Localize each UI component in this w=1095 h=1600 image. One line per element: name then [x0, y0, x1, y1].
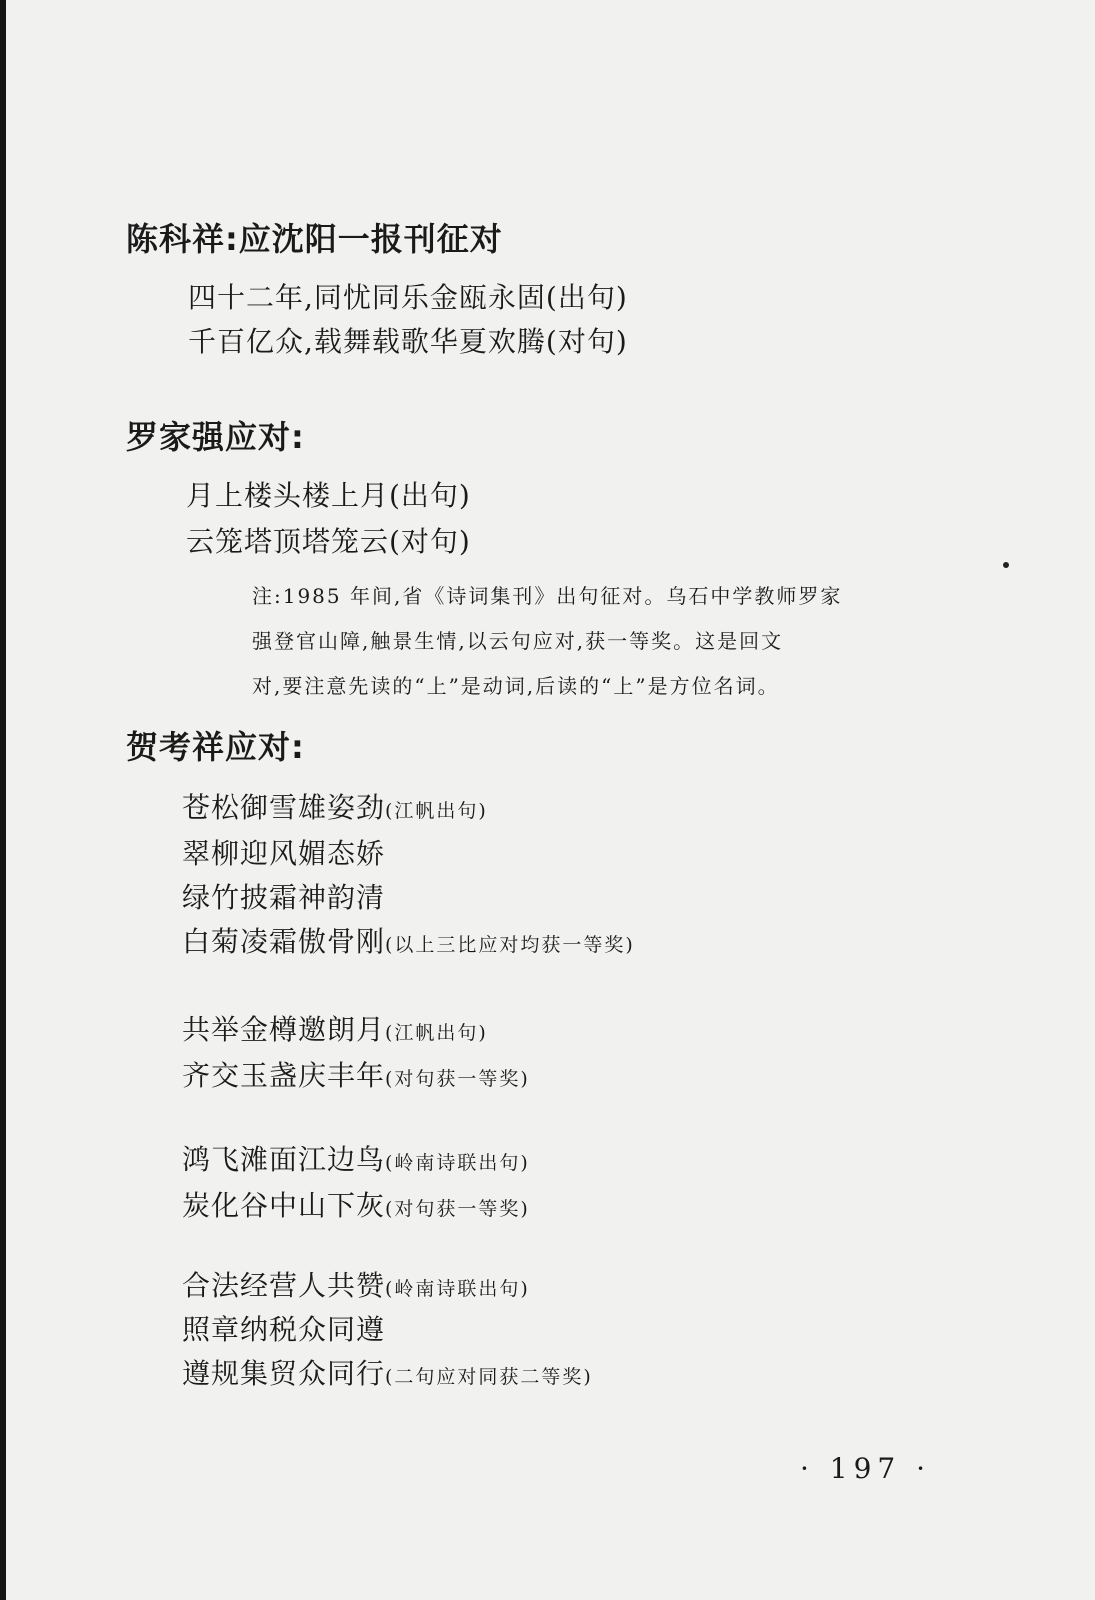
couplet-text: 合法经营人共赞	[182, 1269, 386, 1302]
section-heading-luo: 罗家强应对:	[126, 418, 305, 456]
couplet-text: 遵规集贸众同行	[182, 1357, 386, 1390]
note-line: 对,要注意先读的“上”是动词,后读的“上”是方位名词。	[252, 674, 780, 698]
couplet-line	[186, 520, 471, 560]
couplet-line	[188, 276, 628, 316]
scan-speck	[1003, 562, 1009, 568]
couplet-note: (二句应对同获二等奖)	[385, 1366, 593, 1388]
section-heading-chen: 陈科祥:应沈阳一报刊征对	[126, 220, 503, 258]
couplet-text: 绿竹披霜神韵清	[182, 881, 386, 914]
couplet-text: 苍松御雪雄姿劲	[182, 791, 386, 824]
couplet-line	[182, 1308, 385, 1348]
couplet-line	[186, 474, 471, 514]
couplet-line	[182, 1264, 530, 1304]
page-number: · 197 ·	[800, 1452, 932, 1485]
couplet-line	[182, 1138, 530, 1178]
couplet-line	[182, 1184, 530, 1224]
couplet-text: 月上楼头楼上月(出句)	[186, 479, 471, 512]
couplet-note: (以上三比应对均获一等奖)	[385, 934, 635, 956]
couplet-note: (岭南诗联出句)	[385, 1278, 530, 1300]
couplet-line	[188, 320, 628, 360]
couplet-line	[182, 1352, 593, 1392]
annotation-note	[252, 574, 972, 709]
couplet-note: (江帆出句)	[385, 800, 488, 822]
couplet-text: 翠柳迎风媚态娇	[182, 837, 386, 870]
couplet-note: (对句获一等奖)	[385, 1198, 530, 1220]
couplet-note: (岭南诗联出句)	[385, 1152, 530, 1174]
couplet-text: 四十二年,同忧同乐金瓯永固(出句)	[188, 281, 628, 314]
couplet-line	[182, 1054, 530, 1094]
couplet-text: 炭化谷中山下灰	[182, 1189, 386, 1222]
couplet-line	[182, 786, 488, 826]
couplet-text: 照章纳税众同遵	[182, 1313, 386, 1346]
couplet-line	[182, 876, 385, 916]
couplet-text: 白菊凌霜傲骨刚	[182, 925, 386, 958]
note-line: 强登官山障,触景生情,以云句应对,获一等奖。这是回文	[252, 629, 784, 653]
couplet-text: 共举金樽邀朗月	[182, 1013, 386, 1046]
couplet-text: 齐交玉盏庆丰年	[182, 1059, 386, 1092]
couplet-text: 云笼塔顶塔笼云(对句)	[186, 525, 471, 558]
couplet-line	[182, 920, 635, 960]
section-heading-he: 贺考祥应对:	[126, 728, 305, 766]
couplet-line	[182, 832, 385, 872]
couplet-note: (对句获一等奖)	[385, 1068, 530, 1090]
couplet-text: 千百亿众,载舞载歌华夏欢腾(对句)	[188, 325, 628, 358]
note-line: 注:1985 年间,省《诗词集刊》出句征对。乌石中学教师罗家	[252, 584, 843, 608]
couplet-text: 鸿飞滩面江边鸟	[182, 1143, 386, 1176]
couplet-note: (江帆出句)	[385, 1022, 488, 1044]
couplet-line	[182, 1008, 488, 1048]
